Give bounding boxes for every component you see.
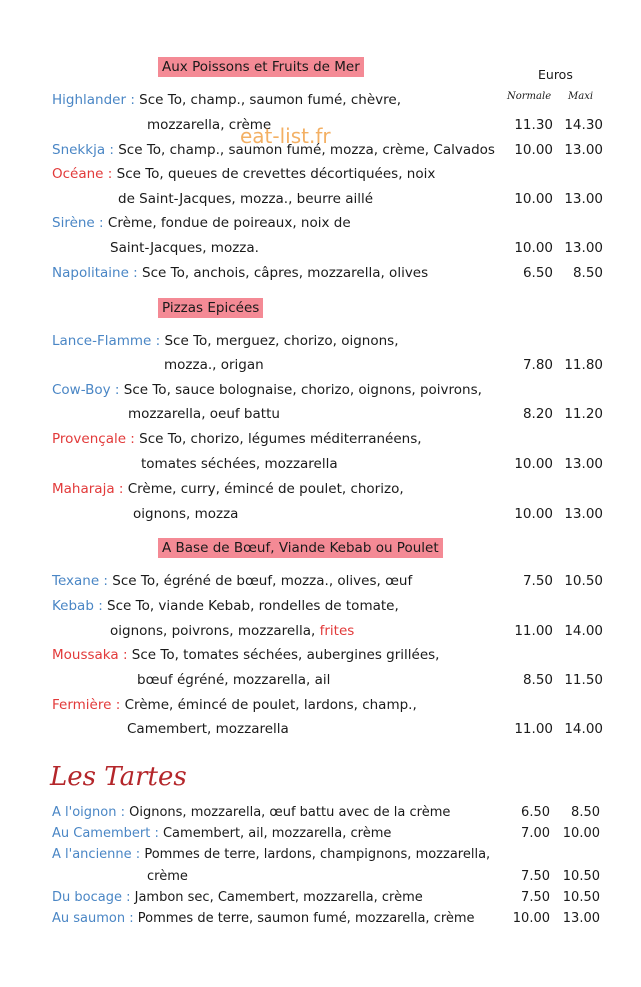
- item-name: Lance-Flamme :: [52, 333, 161, 349]
- watermark: eat-list.fr: [240, 124, 331, 148]
- price-maxi: 14.00: [564, 721, 603, 737]
- item-description: Sce To, queues de crevettes décortiquées, noix: [116, 166, 436, 182]
- price-normale: 7.80: [522, 357, 553, 373]
- item-name: A l'ancienne :: [52, 847, 141, 862]
- price-normale: 10.00: [514, 456, 553, 472]
- item-description: Sce To, sauce bolognaise, chorizo, oignons, poivrons,: [123, 382, 482, 398]
- price-normale: 10.00: [514, 240, 553, 256]
- price-maxi: 14.00: [564, 623, 603, 639]
- item-description: Sce To, champ., saumon fumé, chèvre,: [139, 92, 401, 108]
- item-description: Crème, curry, émincé de poulet, chorizo,: [127, 481, 404, 497]
- price-normale: 6.50: [521, 805, 550, 820]
- item-description-2: mozza., origan: [164, 357, 264, 373]
- item-description-2: mozzarella, oeuf battu: [128, 406, 280, 422]
- item-description: Sce To, chorizo, légumes méditerranéens,: [139, 431, 422, 447]
- item-description-2: crème: [147, 869, 188, 884]
- item-description-2: oignons, mozza: [133, 506, 239, 522]
- normale-label: Normale: [507, 91, 552, 102]
- section-title-epicees: Pizzas Epicées: [158, 298, 263, 318]
- price-maxi: 13.00: [564, 456, 603, 472]
- item-highlight: frites: [319, 623, 355, 639]
- item-description: Sce To, tomates séchées, aubergines grillées,: [131, 647, 440, 663]
- item-description: Jambon sec, Camembert, mozzarella, crème: [134, 890, 423, 905]
- section-title-boeuf: A Base de Bœuf, Viande Kebab ou Poulet: [158, 538, 443, 558]
- item-name: Cow-Boy :: [52, 382, 120, 398]
- item-description: Crème, fondue de poireaux, noix de: [107, 215, 351, 231]
- item-name: Napolitaine :: [52, 265, 138, 281]
- item-description: Pommes de terre, saumon fumé, mozzarella, crème: [137, 911, 475, 926]
- price-normale: 7.50: [521, 869, 550, 884]
- item-description: Crème, émincé de poulet, lardons, champ.,: [124, 697, 417, 713]
- item-name: A l'oignon :: [52, 805, 125, 820]
- price-maxi: 13.00: [562, 911, 600, 926]
- item-description: Oignons, mozzarella, œuf battu avec de la crème: [129, 805, 451, 820]
- price-maxi: 13.00: [564, 142, 603, 158]
- item-name: Moussaka :: [52, 647, 128, 663]
- item-description-2: Saint-Jacques, mozza.: [110, 240, 259, 256]
- price-maxi: 10.50: [562, 869, 600, 884]
- item-description-2: bœuf égréné, mozzarella, ail: [137, 672, 331, 688]
- price-normale: 10.00: [512, 911, 550, 926]
- item-description-2: tomates séchées, mozzarella: [141, 456, 338, 472]
- price-maxi: 10.50: [564, 573, 603, 589]
- price-maxi: 11.20: [564, 406, 603, 422]
- item-name: Provençale :: [52, 431, 135, 447]
- item-description-2: oignons, poivrons, mozzarella,: [110, 623, 316, 639]
- item-description: Pommes de terre, lardons, champignons, mozzarella,: [144, 847, 491, 862]
- item-name: Maharaja :: [52, 481, 124, 497]
- price-normale: 6.50: [522, 265, 553, 281]
- item-description-2: mozzarella, crème: [147, 117, 272, 133]
- item-description: Sce To, anchois, câpres, mozzarella, olives: [142, 265, 429, 281]
- item-description: Camembert, ail, mozzarella, crème: [162, 826, 392, 841]
- price-normale: 11.30: [514, 117, 553, 133]
- price-normale: 8.20: [522, 406, 553, 422]
- price-maxi: 8.50: [572, 265, 603, 281]
- item-description-2: Camembert, mozzarella: [127, 721, 289, 737]
- item-description: Sce To, champ., saumon fumé, mozza, crème, Calvados: [118, 142, 495, 158]
- price-maxi: 10.00: [562, 826, 600, 841]
- item-name: Snekkja :: [52, 142, 114, 158]
- euros-label: Euros: [538, 67, 573, 82]
- price-maxi: 13.00: [564, 240, 603, 256]
- tartes-title: Les Tartes: [50, 762, 187, 792]
- section-title-poissons: Aux Poissons et Fruits de Mer: [158, 57, 364, 77]
- item-description: Sce To, égréné de bœuf, mozza., olives, œuf: [112, 573, 413, 589]
- item-name: Fermière :: [52, 697, 121, 713]
- price-normale: 7.50: [521, 890, 550, 905]
- price-normale: 7.00: [521, 826, 550, 841]
- item-description: Sce To, merguez, chorizo, oignons,: [164, 333, 399, 349]
- price-normale: 11.00: [514, 623, 553, 639]
- item-name: Océane :: [52, 166, 113, 182]
- price-normale: 8.50: [522, 672, 553, 688]
- maxi-label: Maxi: [568, 91, 594, 102]
- item-name: Au saumon :: [52, 911, 134, 926]
- price-maxi: 8.50: [571, 805, 600, 820]
- price-maxi: 14.30: [564, 117, 603, 133]
- price-maxi: 10.50: [562, 890, 600, 905]
- item-description-2: de Saint-Jacques, mozza., beurre aillé: [118, 191, 374, 207]
- item-name: Highlander :: [52, 92, 135, 108]
- price-maxi: 13.00: [564, 506, 603, 522]
- price-normale: 7.50: [522, 573, 553, 589]
- price-maxi: 11.80: [564, 357, 603, 373]
- price-normale: 10.00: [514, 142, 553, 158]
- price-maxi: 11.50: [564, 672, 603, 688]
- price-maxi: 13.00: [564, 191, 603, 207]
- item-name: Texane :: [52, 573, 108, 589]
- price-normale: 11.00: [514, 721, 553, 737]
- item-description: Sce To, viande Kebab, rondelles de tomate,: [107, 598, 399, 614]
- item-name: Au Camembert :: [52, 826, 159, 841]
- price-normale: 10.00: [514, 191, 553, 207]
- item-name: Du bocage :: [52, 890, 131, 905]
- item-name: Kebab :: [52, 598, 103, 614]
- item-name: Sirène :: [52, 215, 104, 231]
- price-normale: 10.00: [514, 506, 553, 522]
